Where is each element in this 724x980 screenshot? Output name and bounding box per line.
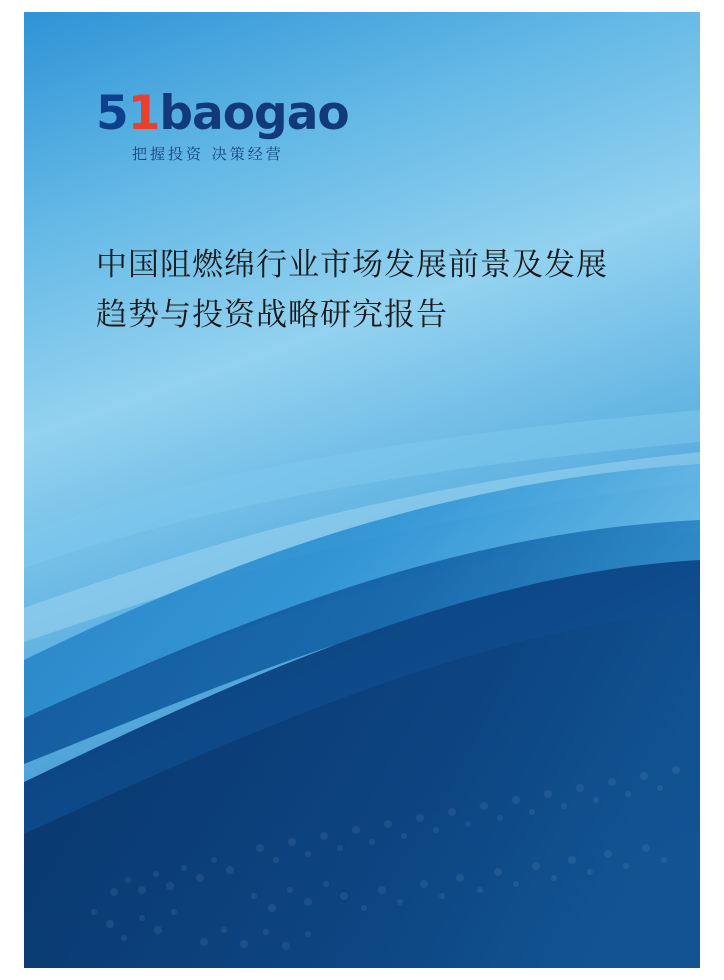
report-title (96, 240, 656, 340)
logo-prefix: 5 (96, 86, 128, 141)
title-line-2: 趋势与投资战略研究报告 (96, 297, 448, 334)
logo-accent-digit: 1 (127, 86, 160, 141)
logo-wordmark (96, 86, 396, 141)
report-cover (24, 12, 700, 968)
title-line-1: 中国阻燃绵行业市场发展前景及发展 (96, 247, 608, 283)
logo-tagline: 把握投资 决策经营 (132, 145, 284, 163)
logo (96, 86, 396, 180)
logo-word: baogao (159, 86, 349, 141)
